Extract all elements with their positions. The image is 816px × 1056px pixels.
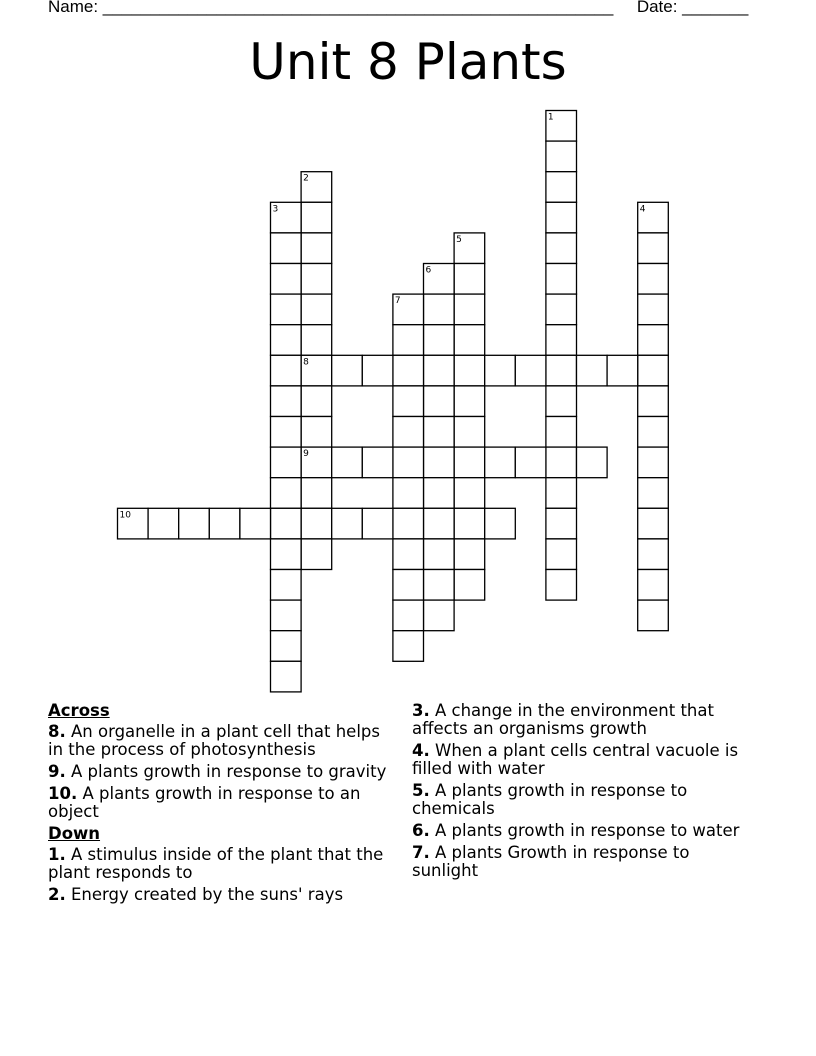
- grid-cell[interactable]: [271, 508, 302, 539]
- grid-cell[interactable]: [546, 233, 577, 264]
- grid-cell[interactable]: [271, 631, 302, 662]
- grid-cell[interactable]: [546, 417, 577, 448]
- grid-cell[interactable]: [546, 570, 577, 601]
- grid-cell[interactable]: [393, 570, 424, 601]
- grid-cell[interactable]: [424, 570, 455, 601]
- grid-cell[interactable]: [240, 508, 271, 539]
- grid-cell[interactable]: [546, 264, 577, 295]
- grid-cell[interactable]: [301, 325, 332, 356]
- grid-cell[interactable]: [546, 478, 577, 509]
- clue-down-3: 3. A change in the environment that affects an organisms growth: [412, 701, 714, 738]
- grid-cell[interactable]: [362, 355, 393, 386]
- grid-cell[interactable]: [301, 202, 332, 233]
- grid-cell[interactable]: [424, 386, 455, 417]
- grid-cell[interactable]: [301, 508, 332, 539]
- grid-cell[interactable]: [485, 508, 516, 539]
- grid-cell[interactable]: [271, 386, 302, 417]
- grid-cell[interactable]: [179, 508, 210, 539]
- grid-cell[interactable]: [271, 661, 302, 692]
- name-field[interactable]: Name: ______________________________________________________: [48, 0, 614, 16]
- grid-cell[interactable]: [577, 355, 608, 386]
- grid-cell[interactable]: [638, 233, 669, 264]
- grid-cell[interactable]: [638, 600, 669, 631]
- grid-cell[interactable]: [454, 539, 485, 570]
- clue-number-8: 8: [303, 357, 309, 368]
- grid-cell[interactable]: [332, 508, 363, 539]
- grid-cell[interactable]: [638, 264, 669, 295]
- grid-cell[interactable]: [301, 386, 332, 417]
- grid-cell[interactable]: [638, 447, 669, 478]
- clue-across-8: 8. An organelle in a plant cell that helps in the process of photosynthesis: [48, 722, 380, 759]
- grid-cell[interactable]: [546, 325, 577, 356]
- grid-cell[interactable]: [485, 447, 516, 478]
- grid-cell[interactable]: [638, 355, 669, 386]
- grid-cell[interactable]: [271, 570, 302, 601]
- grid-cell[interactable]: [271, 600, 302, 631]
- clue-number-9: 9: [303, 449, 309, 460]
- grid-cell[interactable]: [454, 355, 485, 386]
- grid-cell[interactable]: [454, 417, 485, 448]
- grid-cell[interactable]: [424, 417, 455, 448]
- clue-number-2: 2: [303, 173, 309, 184]
- grid-cell[interactable]: [454, 570, 485, 601]
- grid-cell[interactable]: [393, 478, 424, 509]
- grid-cell[interactable]: [332, 355, 363, 386]
- clue-down-2: 2. Energy created by the suns' rays: [48, 885, 344, 904]
- grid-cell[interactable]: [546, 447, 577, 478]
- grid-cell[interactable]: [393, 417, 424, 448]
- grid-cell[interactable]: [454, 325, 485, 356]
- grid-cell[interactable]: [393, 631, 424, 662]
- clue-across-10: 10. A plants growth in response to an object: [48, 784, 361, 821]
- grid-cell[interactable]: [424, 325, 455, 356]
- grid-cell[interactable]: [424, 600, 455, 631]
- grid-cell[interactable]: [332, 447, 363, 478]
- clue-number-6: 6: [425, 265, 432, 276]
- grid-cell[interactable]: [393, 447, 424, 478]
- grid-cell[interactable]: [301, 478, 332, 509]
- clue-number-5: 5: [456, 234, 462, 245]
- grid-cell[interactable]: [271, 355, 302, 386]
- grid-cell[interactable]: [301, 264, 332, 295]
- clue-number-7: 7: [394, 296, 401, 307]
- grid-cell[interactable]: [271, 539, 302, 570]
- grid-cell[interactable]: [638, 478, 669, 509]
- grid-cell[interactable]: [393, 508, 424, 539]
- grid-cell[interactable]: [393, 355, 424, 386]
- grid-cell[interactable]: [424, 539, 455, 570]
- grid-cell[interactable]: [638, 325, 669, 356]
- clue-down-5: 5. A plants growth in response to chemicals: [412, 781, 688, 818]
- grid-cell[interactable]: [271, 478, 302, 509]
- grid-cell[interactable]: [454, 447, 485, 478]
- grid-cell[interactable]: [638, 386, 669, 417]
- grid-cell[interactable]: [424, 355, 455, 386]
- grid-cell[interactable]: [424, 508, 455, 539]
- grid-cell[interactable]: [271, 264, 302, 295]
- grid-cell[interactable]: [148, 508, 179, 539]
- down-heading: Down: [48, 824, 101, 843]
- grid-cell[interactable]: [393, 325, 424, 356]
- clue-across-9: 9. A plants growth in response to gravity: [48, 762, 387, 781]
- grid-cell[interactable]: [454, 508, 485, 539]
- grid-cell[interactable]: [515, 447, 546, 478]
- grid-cell[interactable]: [271, 447, 302, 478]
- grid-cell[interactable]: [546, 202, 577, 233]
- grid-cell[interactable]: [393, 386, 424, 417]
- grid-cell[interactable]: [209, 508, 240, 539]
- grid-cell[interactable]: [454, 294, 485, 325]
- clue-down-4: 4. When a plant cells central vacuole is filled with water: [412, 741, 739, 778]
- grid-cell[interactable]: [362, 447, 393, 478]
- grid-cell[interactable]: [271, 325, 302, 356]
- grid-cell[interactable]: [546, 172, 577, 203]
- grid-cell[interactable]: [271, 233, 302, 264]
- grid-cell[interactable]: [393, 539, 424, 570]
- date-field[interactable]: Date: _______: [636, 0, 749, 16]
- clue-down-6: 6. A plants growth in response to water: [412, 821, 740, 840]
- grid-cell[interactable]: [454, 386, 485, 417]
- grid-cell[interactable]: [301, 294, 332, 325]
- clue-number-1: 1: [547, 112, 554, 123]
- grid-cell[interactable]: [485, 355, 516, 386]
- clue-down-1: 1. A stimulus inside of the plant that the plant responds to: [48, 845, 384, 882]
- grid-cell[interactable]: [393, 600, 424, 631]
- grid-cell[interactable]: [301, 417, 332, 448]
- grid-cell[interactable]: [638, 539, 669, 570]
- grid-cell[interactable]: [577, 447, 608, 478]
- grid-cell[interactable]: [424, 294, 455, 325]
- clue-number-4: 4: [639, 204, 646, 215]
- clue-number-10: 10: [119, 510, 131, 521]
- grid-cell[interactable]: [271, 417, 302, 448]
- grid-cell[interactable]: [301, 539, 332, 570]
- grid-cell[interactable]: [362, 508, 393, 539]
- grid-cell[interactable]: [546, 539, 577, 570]
- clue-number-3: 3: [272, 204, 279, 215]
- grid-cell[interactable]: [546, 141, 577, 172]
- grid-cell[interactable]: [638, 508, 669, 539]
- grid-cell[interactable]: [301, 233, 332, 264]
- clues-column-right: [412, 702, 757, 884]
- grid-cell[interactable]: [454, 264, 485, 295]
- clues-column-left: [48, 702, 393, 908]
- grid-cell[interactable]: [424, 478, 455, 509]
- grid-cell[interactable]: [546, 294, 577, 325]
- page-title: Unit 8 Plants: [249, 33, 567, 91]
- grid-cell[interactable]: [638, 417, 669, 448]
- grid-cell[interactable]: [546, 355, 577, 386]
- grid-cell[interactable]: [638, 570, 669, 601]
- grid-cell[interactable]: [515, 355, 546, 386]
- grid-cell[interactable]: [454, 478, 485, 509]
- grid-cell[interactable]: [638, 294, 669, 325]
- grid-cell[interactable]: [607, 355, 638, 386]
- grid-cell[interactable]: [271, 294, 302, 325]
- grid-cell[interactable]: [546, 508, 577, 539]
- grid-cell[interactable]: [424, 447, 455, 478]
- grid-cell[interactable]: [546, 386, 577, 417]
- across-heading: Across: [48, 701, 110, 720]
- clue-down-7: 7. A plants Growth in response to sunlight: [412, 843, 690, 880]
